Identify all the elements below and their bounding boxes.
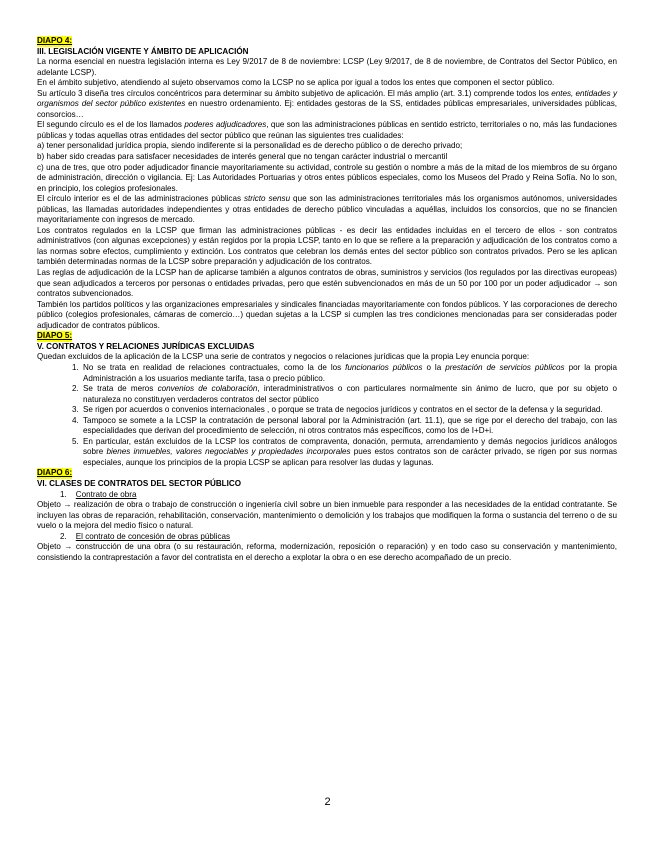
paragraph: En el ámbito subjetivo, atendiendo al sujeto observamos como la LCSP no se aplica por igual a todos los entes que componen el sector público. (37, 78, 555, 88)
list-item: 1. No se trata en realidad de relaciones contractuales, como la de los funcionarios públicos o la prestación de servicios públicos por la propia Administración a los usuarios mediante tarifa, tasa o precio público. (81, 363, 617, 384)
diapo-5-label: DIAPO 5: (37, 331, 73, 341)
document-page (37, 36, 617, 563)
condition-c: c) una de tres, que otro poder adjudicador financie mayoritariamente su actividad, controle su gestión o nombre a más de la mitad de los miembros de su órgano de administración, dirección o vigilancia. Ej: Las Autoridades Portuarias y otros entes públicos especiales, como los Museos del Prado y Reina Sofía. No lo son, en principio, los colegios profesionales. (37, 162, 617, 193)
paragraph: La norma esencial en nuestra legislación interna es Ley 9/2017 de 8 de noviembre: LCSP (Ley 9/2017, de 8 de noviembre, de Contratos del Sector Público, en adelante LCSP). (37, 57, 617, 77)
list-item: 4. Tampoco se somete a la LCSP la contratación de personal laboral por la Administración (art. 11.1), que se rige por el derecho del trabajo, con las especialidades que derivan del procedimiento de selección, ni otros contratos más específicos, como los de I+D+i. (81, 416, 617, 437)
paragraph: Objeto → realización de obra o trabajo de construcción o ingeniería civil sobre un bien inmueble para responder a las necesidades de la entidad contratante. Se incluyen las obras de reparación, rehabilitación, conservación, mantenimiento o demolición y los trabajos que modifiquen la forma o sustancia del terreno o de su vuelo o la mejora del medio físico o natural. (37, 500, 617, 531)
paragraph: Las reglas de adjudicación de la LCSP han de aplicarse también a algunos contratos de obras, suministros y servicios (los regulados por las directivas europeas) que sean adjudicados a terceros por personas o entidades privadas, pero que estén subvencionados en más de un 50 por 100 por un poder adjudicador → son contratos subvencionados. (37, 268, 617, 299)
subheading-contrato-obra: 1. Contrato de obra (60, 489, 137, 499)
list-item: 3. Se rigen por acuerdos o convenios internacionales , o porque se trata de negocios jurídicos y contratos en el sector de la defensa y la seguridad. (81, 405, 617, 416)
paragraph: Quedan excluidos de la aplicación de la LCSP una serie de contratos y negocios o relaciones jurídicas que la propia Ley enuncia porque: (37, 352, 530, 362)
diapo-6-label: DIAPO 6: (37, 468, 73, 478)
paragraph: Objeto → construcción de una obra (o su restauración, reforma, modernización, reposición o reparación) y en todo caso su conservación y mantenimiento, consistiendo la contraprestación a favor del contratista en el derecho a explotar la obra o en ese derecho acompañado de un precio. (37, 542, 617, 562)
page-number: 2 (324, 796, 331, 808)
paragraph: También los partidos políticos y las organizaciones empresariales y sindicales financiadas mayoritariamente con fondos públicos. Y las corporaciones de derecho público (colegios profesionales, cámaras de comercio…) quedan sujetas a la LCSP si cumplen las tres condiciones mencionadas para ser consideradas poder adjudicador de contratos públicos. (37, 299, 617, 330)
exclusions-list (37, 363, 617, 468)
paragraph: El círculo interior es el de las administraciones públicas stricto sensu que son las administraciones territoriales más los organismos autónomos, universidades públicas, las llamadas autoridades independientes y otras entidades de derecho público vinculadas a aquéllas, incluidos los consorcios, que no se financien mayoritariamente con ingresos de mercado. (37, 194, 617, 225)
paragraph: Su artículo 3 diseña tres círculos concéntricos para determinar su ámbito subjetivo de aplicación. El más amplio (art. 3.1) comprende todos los entes, entidades y organismos del sector público existentes en nuestro ordenamiento. Ej: entidades gestoras de la SS, entidades públicas empresariales, universidades públicas, consorcios… (37, 88, 617, 119)
list-item: 2. Se trata de meros convenios de colaboración, interadministrativos o con particulares normalmente sin ánimo de lucro, que por su objeto o naturaleza no constituyen verdaderos contratos del sector público (81, 384, 617, 405)
section-heading-excluidas: V. CONTRATOS Y RELACIONES JURÍDICAS EXCLUIDAS (37, 341, 255, 351)
paragraph: El segundo círculo es el de los llamados poderes adjudicadores, que son las administraciones públicas en sentido estricto, territoriales o no, más las fundaciones públicas y todas aquellas otras entidades del sector público que reúnan las siguientes tres cualidades: (37, 120, 617, 140)
subheading-concesion-obras: 2. El contrato de concesión de obras públicas (60, 531, 231, 541)
list-item: 5. En particular, están excluidos de la LCSP los contratos de compraventa, donación, permuta, arrendamiento y demás negocios jurídicos análogos sobre bienes inmuebles, valores negociables y propiedades incorporales pues estos contratos son de carácter privado, se rigen por sus normas especiales, aunque los principios de la propia LCSP se aplican para resolver las dudas y lagunas. (81, 437, 617, 469)
diapo-4-label: DIAPO 4: (37, 36, 73, 45)
section-heading-clases: VI. CLASES DE CONTRATOS DEL SECTOR PÚBLICO (37, 478, 242, 488)
section-heading-legislacion: III. LEGISLACIÓN VIGENTE Y ÁMBITO DE APLICACIÓN (37, 46, 249, 56)
condition-a: a) tener personalidad jurídica propia, siendo indiferente si la personalidad es de derecho público o de derecho privado; (37, 141, 463, 151)
condition-b: b) haber sido creadas para satisfacer necesidades de interés general que no tengan carácter industrial o mercantil (37, 152, 448, 162)
paragraph: Los contratos regulados en la LCSP que firman las administraciones públicas - es decir las entidades incluidas en el tercero de ellos - son contratos administrativos (con algunas excepciones) y están regidos por la propia LCSP, tanto en lo que se refiere a la preparación y adjudicación de los contratos como a las normas sobre efectos, cumplimiento y extinción. Los contratos que celebran los demás entes del sector público son contratos privados. Pero se les aplican también determinadas normas de la LCSP sobre preparación y adjudicación de los contratos. (37, 225, 617, 267)
